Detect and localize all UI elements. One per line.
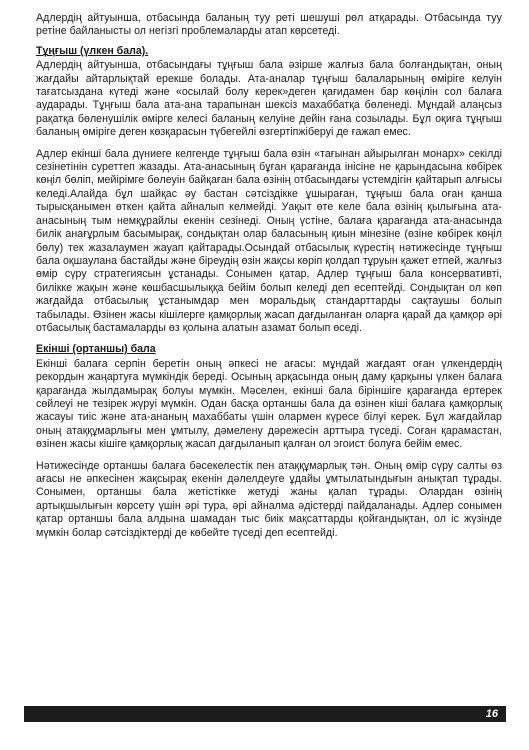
page-number: 16 (485, 708, 498, 720)
middle-child-paragraph-1: Екінші балаға серпін беретін оның әпкесі не ағасы: мұндай жағдаят оған үлкендердің рекордын жаңартуға мүмкіндік береді. Осының арқасында оның даму қарқыны үлкен балаға қарағанда жылдамырақ болуы мүмкін. Мәселен, екінші бала біріншіге қарағанда ертерек сөйлеуі не тезірек жүруі мүмкін. Одан басқа ортаншы бала да өзінен кіші балаға қамқорлық жасауы тиіс және ата-ананың махаббаты үшін олармен күресе білуі керек. Бұл жағдайлар оның атаққұмарлығы мен ұмтылу, дәмелену дәрежесін арттыра түседі. Соған қарамастан, өзінен жасы кішіге қамқорлық жасап дағдыланып қалған ол эгоист болуға бейім емес. (36, 357, 502, 451)
section-heading-middle-child: Екінші (ортаншы) бала (36, 343, 156, 356)
middle-child-paragraph-2: Нәтижесінде ортаншы балаға бәсекелестік пен атаққұмарлық тән. Оның өмір сүру салты өз ағасы не әпкесінен жақсырақ екенін дәлелдеуге ұдайы ұмтылатындығын анықтап тұрады. Сонымен, ортаншы бала жетістікке жетуді жаны қалап тұрады. Олардан өзінің артықшылығын көрсету үшін әрі тура, әрі айналма әдістерді пайдаланады. Адлер сонымен қатар ортаншы бала алдына шамадан тыс биік мақсаттарды қойғандықтан, ол іс жүзінде мүмкін болар сәтсіздіктерді де көбейте түседі деп есептейді. (36, 459, 502, 539)
firstborn-paragraph-1: Адлердің айтуынша, отбасындағы тұңғыш бала әзірше жалғыз бала болғандықтан, оның жағдайы айтарлықтай ерекше болады. Ата-аналар тұңғыш балаларының өміріге келуін тағатсыздана күтеді және «осылай болу керек»деген қағидамен бар көңілін сол балаға аударады. Тұңғыш бала ата-ана тарапынан шексіз махаббатқа бөленеді. Мұндай алаңсыз рақатқа бөленушілік өмірге келесі баланың келуіне дейін ғана созылады. Бұл оқиға тұңғыш баланың өміріге деген көзқарасын түбегейлі өзгертіпжіберуі де ғажап емес. (36, 59, 502, 139)
page-content (36, 12, 502, 548)
footer-bar (24, 706, 506, 722)
section-heading-firstborn: Тұңғыш (үлкен бала). (36, 44, 149, 57)
firstborn-paragraph-2: Адлер екінші бала дүниеге келгенде тұңғыш бала өзін «тағынан айырылған монарх» секілді сезінетінін суреттеп жазады. Ата-анасының бұған қарағанда інісіне не қарындасына көбірек көңіл бөліп, мейірімге бөлеуін байқаған бала өзінің отбасындағы үстемдігін қайтарып алғысы келеді.Алайда бұл шайқас әу бастан сәтсіздікке ұшыраған, тұңғыш бала оған қанша тырысқанымен өткен қайта айналып келмейді. Уақыт өте келе бала өзінің қылығына ата-анасының тым немқұрайлы екенін сезінеді. Оның үстіне, балаға қарағанда ата-анасында билік анағұрлым басымырақ, сондықтан олар баласының қиын мінезіне (өзіне көбірек көңіл бөлу) тек жазалаумен жауап қайтарады.Осындай отбасылық күрестің нәтижесінде тұңғыш бала оқшаулана бастайды және біреудің өзін жақсы көріп қолдап тұруын қажет етпей, жалғыз өмір сүру стратегиясын ұстанады. Сонымен қатар, Адлер тұңғыш бала консервативті, билікке жақын және көшбасшылыққа бейім болып келеді деп есептейді. Сондықтан ол көп жағдайда отбасылық ұстанымдар мен моральдық стандарттарды сақтаушы болып табылады. Өзінен жасы кішілерге қамқорлық жасап дағдыланған оларға қарай да қамқор әрі отбасылық бастамаларды өз қолына алатын азамат болып өседі. (36, 147, 503, 334)
intro-paragraph: Адлердің айтуынша, отбасында баланың туу реті шешуші рөл атқарады. Отбасында туу ретіне байланысты ол негізгі проблемаларды атап көрсетеді. (36, 12, 502, 38)
